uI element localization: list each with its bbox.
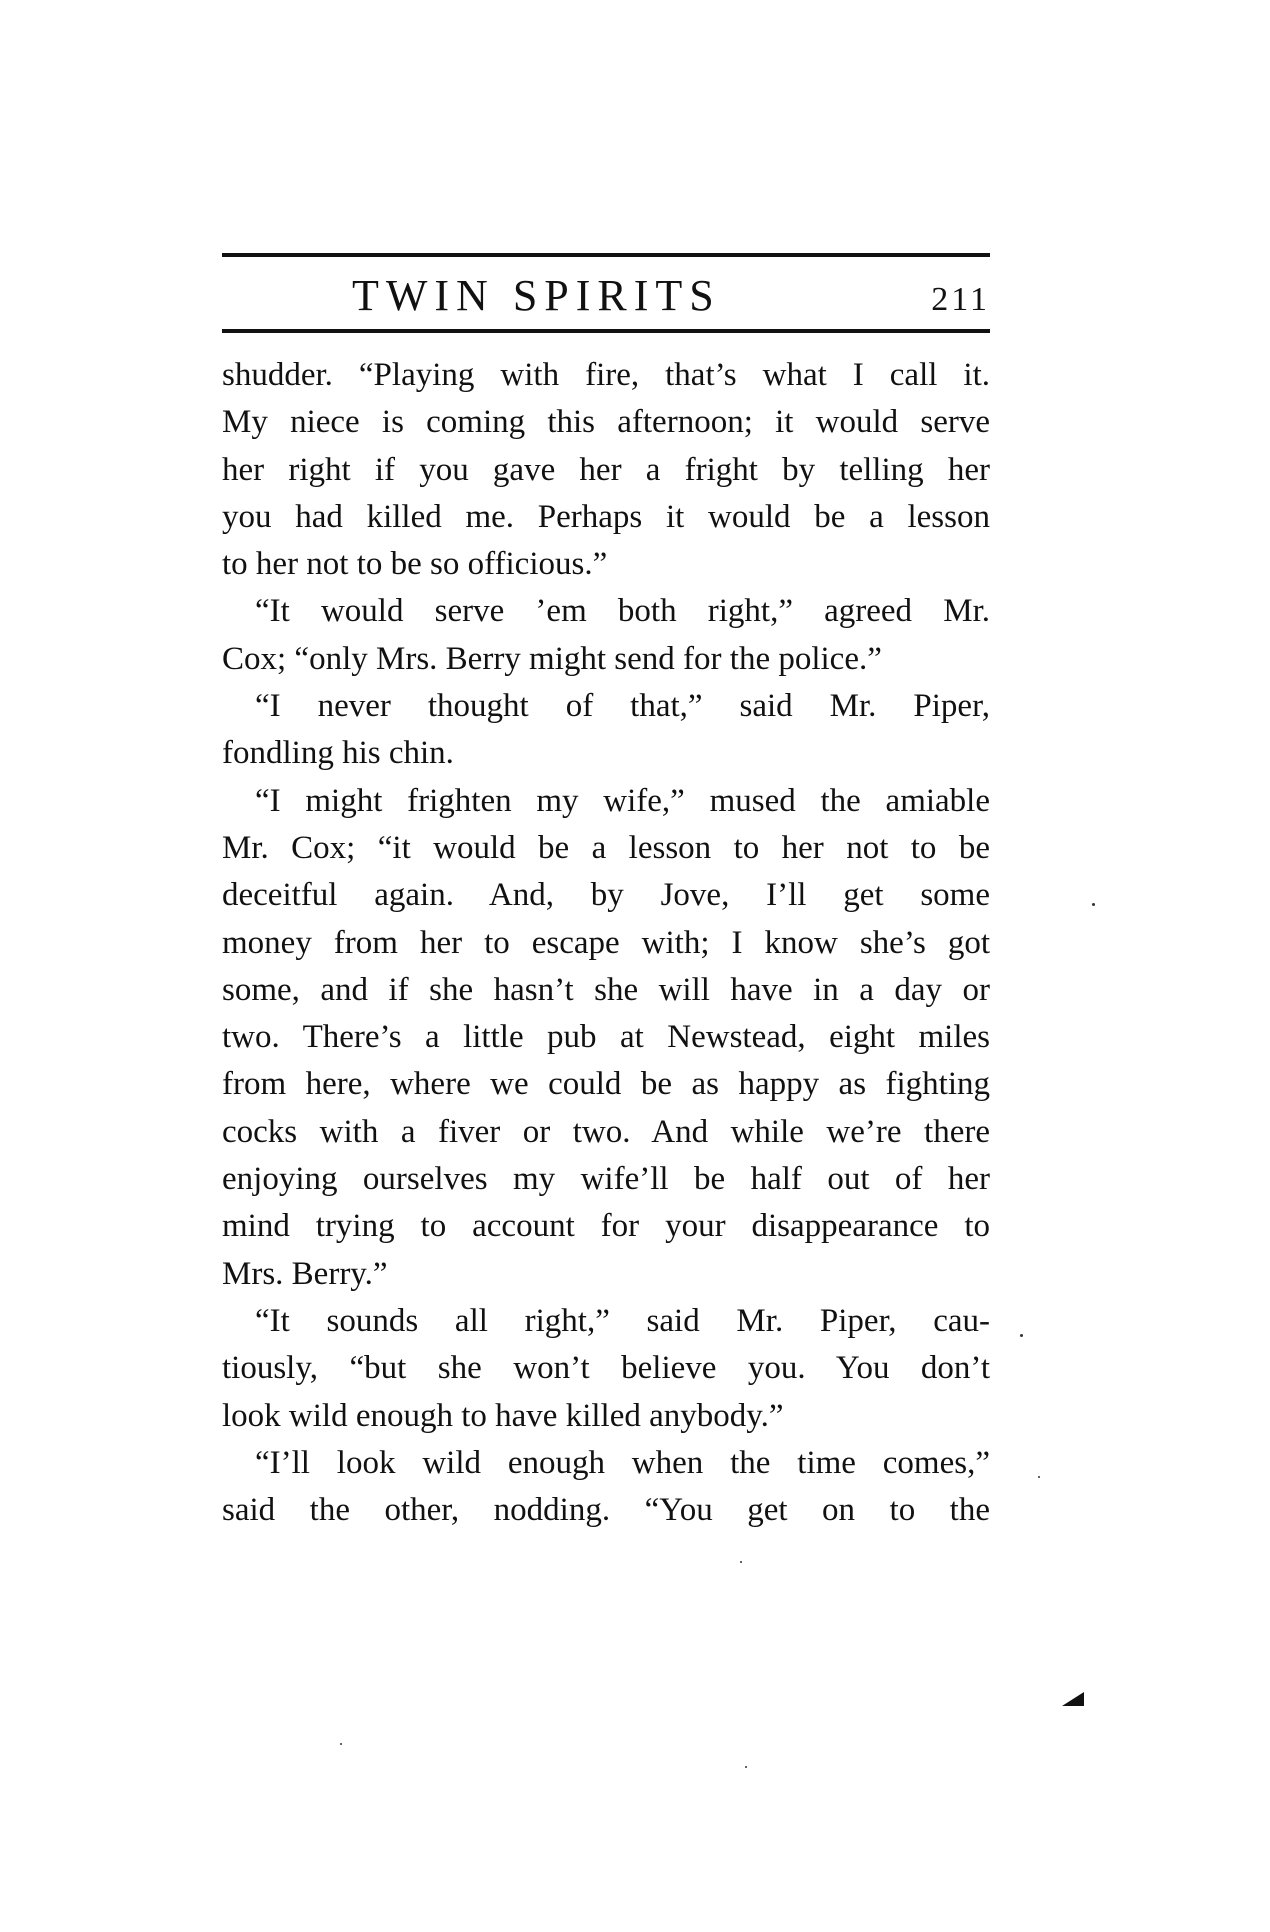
text-line: My niece is coming this afternoon; it would serve: [222, 404, 990, 441]
running-title: TWIN SPIRITS: [352, 271, 721, 320]
text-line: money from her to escape with; I know she’s got: [222, 924, 990, 961]
ink-smudge: [1062, 1692, 1084, 1706]
text-line: her right if you gave her a fright by telling her: [222, 451, 990, 488]
text-line: some, and if she hasn’t she will have in a day or: [222, 971, 990, 1008]
text-line: look wild enough to have killed anybody.”: [222, 1397, 784, 1434]
running-head: [222, 268, 990, 324]
text-line: “I might frighten my wife,” mused the amiable: [255, 782, 990, 819]
page-number: 211: [931, 281, 990, 318]
header-bottom-rule: [222, 329, 990, 333]
body-text: [222, 352, 990, 1534]
text-line: “It sounds all right,” said Mr. Piper, cau-: [255, 1302, 990, 1339]
header-top-rule: [222, 253, 990, 257]
text-line: said the other, nodding. “You get on to the: [222, 1492, 990, 1529]
text-line: mind trying to account for your disappearance to: [222, 1208, 990, 1245]
text-line: tiously, “but she won’t believe you. You don’t: [222, 1350, 990, 1387]
text-line: Mrs. Berry.”: [222, 1255, 388, 1292]
text-line: two. There’s a little pub at Newstead, eight miles: [222, 1019, 990, 1056]
text-line: you had killed me. Perhaps it would be a lesson: [222, 498, 990, 535]
text-line: Cox; “only Mrs. Berry might send for the police.”: [222, 640, 882, 677]
text-line: cocks with a fiver or two. And while we’re there: [222, 1113, 990, 1150]
text-line: fondling his chin.: [222, 735, 454, 772]
text-line: “I never thought of that,” said Mr. Piper,: [255, 688, 990, 725]
text-line: “I’ll look wild enough when the time comes,”: [255, 1444, 990, 1481]
text-line: enjoying ourselves my wife’ll be half out of her: [222, 1161, 990, 1198]
text-line: from here, where we could be as happy as fighting: [222, 1066, 990, 1103]
text-line: shudder. “Playing with fire, that’s what I call it.: [222, 357, 990, 393]
text-line: to her not to be so officious.”: [222, 546, 608, 583]
text-line: Mr. Cox; “it would be a lesson to her not to be: [222, 829, 990, 866]
text-line: “It would serve ’em both right,” agreed Mr.: [255, 593, 990, 630]
text-line: deceitful again. And, by Jove, I’ll get some: [222, 877, 990, 914]
